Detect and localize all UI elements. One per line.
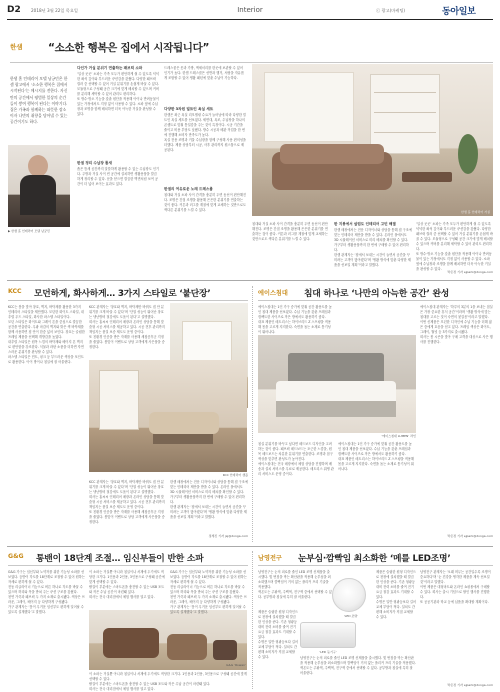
kcc-byline: 정세진 기자 jsj@donga.com [208,534,248,538]
column-divider-bottom [252,551,253,689]
led-product-panel-caption: ‘LED 등기구’ [319,650,337,654]
lead-kicker: 한샘 [10,43,23,51]
nam-rule [258,565,493,566]
kcc-body-col3: 한샘 매장에서는 전문 디자이너와 상담을 통해 집 구조에 맞는 인테리어 제안을 받을 수 있다. 온라인 몰에서도 3D 시뮬레이션 서비스로 미리 배치를 확인할 수 있다. 가구부터 생활용품까지 한 번에 구매할 수 있어 편리하다. 한샘 관계자는 ‘집에서 보내는 시간이 늘면서 공간을 꾸미려는 고객이 많아졌다’며 ‘생활 방식에 맞춘 다양한 제품을 선보일 계획’이라고 말했다. [170,480,248,519]
nam-tag: 남영전구 [258,555,282,562]
lead-body-2b: 드레스룸은 옷과 가방, 액세서리를 한곳에 보관할 수 있어 인기가 높다. 한샘 드레스룸은 선반과 행거, 서랍을 자유롭게 조합할 수 있어 생활 패턴에 맞춘 수납이 가능하다. [164,66,244,80]
kcc-photo-caption: KCC 인테리어 샘플 [222,473,248,477]
lead-byline: 박은정 기자 ejpark@donga.com [447,270,493,274]
led-product-panel [300,622,356,648]
lead-body-6b: ‘일상 곳곳’ 소파는 가족 모두가 편안하게 쉴 수 있도록 넉넉한 좌석 깊이와 부드러운 쿠션감을 갖췄다. 다양한 패브릭 컬러 중 선택할 수 있어 거실 분위기를 손쉽게 바꿀 수 있다. 모듈형으로 구성돼 공간 크기에 맞게 배치할 수 있으며 커버를 분리해 세탁할 수 있어 관리도 편리하다. 또 방수·방오 기능을 갖춘 원단을 적용해 아이나 반려동물이 있는 가정에서도 걱정 없이 사용할 수 있다. 소파 옆에 수납장과 조명을 함께 배치하면 더욱 아늑한 거실을 완성할 수 있다. [416,222,493,271]
lead-deck: 한샘 홈 인테리어 모델 남궁민은 한샘 광고에서 ‘소소한 행복은 집에서 시작된다’는 메시지를 전한다. 자신만의 공간에서 평범한 일상의 순간들이 쌓여 행복이 된다는 이야기다. 집은 가족과 함께하는 따뜻한 장소이자 나만의 취향을 담아낼 수 있는 공간이기도 하다. [10,76,68,125]
ace-body-col3: 에이스침대 관계자는 ‘하루의 3분의 1을 보내는 침실은 가장 중요한 휴식 공간’이라며 ‘생활 방식에 맞는 침대를 고르는 것이 숙면의 첫걸음’이라고 말했다. 이번 신제품은 모던한 디자인에 수납 기능을 더해 젊은 층에게 호응을 얻고 있다. 프레임 색상은 화이트, 그레이, 월넛 등 3가지로 출시됐다. 회사는 봄 시즌을 맞아 구매 고객을 대상으로 사은 행사를 진행한다. [420,305,493,344]
ace-body-col2: 침실 분위기를 바꾸고 싶다면 헤드보드 디자인을 고려하는 것이 좋다. 패브릭 헤드보드는 포근한 느낌을, 원목 헤드보드는 차분한 분위기를 연출한다. 조명과 침구 색상을 맞추면 완성도가 높아진다. 에이스침대는 전국 매장에서 체험 상담을 진행하며 배송과 설치 서비스를 무료로 제공한다. 매트리스 위생 관리 서비스도 운영 중이다. [258,442,334,476]
lead-body-1: ‘일상 곳곳’ 소파는 가족 모두가 편안하게 쉴 수 있도록 넉넉한 좌석 깊이와 부드러운 쿠션감을 갖췄다. 다양한 패브릭 컬러 중 선택할 수 있어 거실 분위기를 손쉽게 바꿀 수 있다. 모듈형으로 구성돼 공간 크기에 맞게 배치할 수 있으며 커버를 분리해 세탁할 수 있어 관리도 편리하다. 또 방수·방오 기능을 갖춘 원단을 적용해 아이나 반려동물이 있는 가정에서도 걱정 없이 사용할 수 있다. 소파 옆에 수납장과 조명을 함께 배치하면 더욱 아늑한 거실을 완성할 수 있다. [77,72,160,116]
column-divider-mid [252,286,253,542]
gg-tag: G&G [8,553,24,560]
ace-byline: 박은정 기자 ejpark@donga.com [447,534,493,538]
kcc-body-col1b: KCC 관계자는 ‘창호와 벽지, 바닥재만 바꿔도 집 안 분위기를 크게 바꿀 수 있다’며 ‘단열 성능이 뛰어난 창호는 냉난방비 절감에도 도움이 된다’고 설명했다. 회사는 홈씨씨 인테리어 매장과 온라인 상담을 통해 맞춤형 시공 서비스를 제공하고 있다. 시공 전후 관리까지 책임지는 품질 보증 제도도 운영 중이다. 또 친환경 인증을 받은 자재를 사용해 새집증후군 걱정을 줄였다. 봄맞이 이벤트로 상담 고객에게 사은품을 증정한다. [89,305,165,349]
header-rule [7,19,493,20]
lead-subhead-3: 다양한 3차원 빌트인 욕실 세트 [164,107,214,111]
kcc-rule [8,300,248,301]
ace-tag: 에이스침대 [258,290,288,297]
gg-title: 통밴이 18단계 조절… 임신부들이 반한 소파 [36,554,204,564]
ace-body-col1: 에이스침대는 1인 가구 증가에 맞춰 공간 활용도를 높인 침대 제품을 선보였다. 수납 기능을 갖춘 프레임과 컴팩트한 사이즈로 작은 방에서도 활용하기 좋다. 대표 제품인 매트리스는 하이브리드 Z 스프링을 적용해 몸을 고르게 지지한다. 숙면을 돕는 소재로 통기성이 뛰어나다. [258,305,332,334]
nam-title: 눈부심·깜빡임 최소화한 ‘메를 LED조명’ [298,554,451,564]
lead-photo-model [8,145,70,227]
gg-body-col3: G&G 가구는 임신부와 노약자를 위한 기능성 소파를 선보였다. 등받이 각도를 18단계로 조절할 수 있어 원하는 자세로 편하게 쉴 수 있다. 전동 리클라이너 기능으로 버튼 하나로 각도를 바꿀 수 있으며 허리와 목을 받쳐 주는 쿠션 구조를 갖췄다. 천연 가죽과 패브릭 두 가지 소재로 출시됐다. 색상은 브라운, 그레이, 베이지 등 다양하게 구성됐다. 가구 관계자는 ‘몸이 무거운 임신부도 편하게 일어날 수 있도록 설계했다’고 말했다. [170,570,247,614]
lead-body-4: 침대와 거실 소파 사이 간격을 충분히 두면 동선이 편안해진다. 조명은 간접 조명을 활용해 은은한 분위기를 연출하는 것이 좋다. 커튼과 러그를 계절에 맞게 교체하는 것만으로도 색다른 분위기를 느낄 수 있다. [164,193,247,212]
nam-body-col3: 남영전구 관계자는 ‘오래 머무는 공간일수록 조명이 중요하다’며 ‘눈 건강을 생각한 제품을 계속 선보일 것’이라고 말했다. 이번 제품은 대형마트와 온라인 쇼핑몰에서 구매할 수 있다. 회사는 출시 기념으로 할인 행사를 진행한다. 또 공공기관과 학교 등에 납품을 확대할 계획이다. [420,570,491,604]
ace-rule [258,300,493,301]
kcc-photo-b [89,360,247,472]
nam-body-col1b: 제품은 슬림한 원형 디자인으로 천장에 설치했을 때 깔끔한 인상을 준다. 기존 형광등 대비 전력 소비를 줄여 전기 요금 절감 효과도 기대할 수 있다. 수명은 일반 형광등보다 길어 교체 부담이 적다. 설치도 간편해 소비자가 직접 교체할 수 있다. [258,610,298,659]
kcc-body-col1: KCC는 봄을 맞아 창호, 벽지, 바닥재를 활용한 3가지 인테리어 스타일을 제안했다. 모던한 화이트 스타일, 내추럴 우드 스타일, 화사한 파스텔 스타일이다. 모던 스타일은 화이트와 그레이 톤을 중심으로 깔끔한 공간을 연출한다. 무광 마감의 벽지와 밝은 색 바닥재를 함께 사용하면 집 안이 한층 넓어 보인다. 창호는 슬림한 프레임 제품을 선택해 개방감을 높였다. 내추럴 스타일은 원목 느낌의 바닥재와 베이지 톤 벽지로 편안함을 강조한다. 식물과 라탄 소품을 더하면 자연스러운 분위기를 완성할 수 있다. 파스텔 스타일은 민트, 핑크 등 부드러운 색상을 포인트로 활용한다. 아이 방이나 침실에 잘 어울린다. [8,305,85,364]
gg-body-col1: G&G 가구는 임신부와 노약자를 위한 기능성 소파를 선보였다. 등받이 각도를 18단계로 조절할 수 있어 원하는 자세로 편하게 쉴 수 있다. 전동 리클라이너 기능으로 버튼 하나로 각도를 바꿀 수 있으며 허리와 목을 받쳐 주는 쿠션 구조를 갖췄다. 천연 가죽과 패브릭 두 가지 소재로 출시됐다. 색상은 브라운, 그레이, 베이지 등 다양하게 구성됐다. 가구 관계자는 ‘몸이 무거운 임신부도 편하게 일어날 수 있도록 설계했다’고 말했다. [8,570,85,614]
lead-photo-livingroom-caption: 한샘 홈 인테리어 거실 [461,210,490,214]
section-divider-1 [7,280,493,281]
lead-subhead-2: 한샘 정리 수납장 틈새 [77,161,112,165]
lead-body-3: 한샘은 최근 욕실 리모델링 수요가 늘어남에 따라 다양한 빌트인 욕실 세트를 선보였다. 세면대, 욕조, 수납장을 하나의 콘셉트로 맞춰 통일감을 주는 것이 특징이다. 시공 기간을 줄이고 비용 부담도 낮췄다. 방수 시공과 배관 작업을 한 번에 진행해 소비자 만족도가 높다. 욕실 전용 조명과 거울 수납장을 함께 구성해 사용 편의성을 더했다. 제품 상담부터 시공, 사후 관리까지 원스톱으로 제공된다. [164,113,247,152]
gg-body-col2: 이 소파는 거실뿐 아니라 침실이나 서재에 두기에도 적당한 크기다. 1인용과 2인용, 3인용으로 구성돼 공간에 맞게 선택할 수 있다. 팔걸이 부분에는 스마트폰을 충전할 수 있는 USB 포트와 작은 수납 공간이 마련돼 있다. 회사는 전국 대리점에서 체험 행사를 열고 있다. [89,672,247,691]
lead-photo-caption: ▶ 한샘 홈 인테리어 모델 남궁민 [8,229,50,233]
ace-title: 침대 하나로 ‘나만의 아늑한 공간’ 완성 [304,289,450,299]
nam-body-col2b: 남영전구는 눈의 피로를 줄인 LED 조명 신제품을 출시했다. 빛 번짐을 막는 확산판을 적용해 눈부심을 최소화했으며 깜빡임이 거의 없는 플리커 프리 기술을 적용했다. 색온도는 주광색, 주백색, 전구색 중에서 선택할 수 있다. 공부방과 침실에 특히 잘 어울린다. [300,656,416,675]
ace-photo-bed [258,335,416,433]
gg-rule [8,565,248,566]
issue-date: 2018년 3월 22일 목요일 [31,8,78,13]
led-product-round-caption: ‘LED 조명’ [343,614,359,618]
lead-subhead-4: 한샘의 여유로운 노래 드레스룸 [164,187,213,191]
nam-body-col2: 제품은 슬림한 원형 디자인으로 천장에 설치했을 때 깔끔한 인상을 준다. 기존 형광등 대비 전력 소비를 줄여 전기 요금 절감 효과도 기대할 수 있다. 수명은 일반 형광등보다 길어 교체 부담이 적다. 설치도 간편해 소비자가 직접 교체할 수 있다. [376,570,416,619]
lead-body-5: 침대와 거실 소파 사이 간격을 충분히 두면 동선이 편안해진다. 조명은 간접 조명을 활용해 은은한 분위기를 연출하는 것이 좋다. 커튼과 러그를 계절에 맞게 교체하는 것만으로도 색다른 분위기를 느낄 수 있다. [252,222,328,241]
ace-body-col2b: 에이스침대는 1인 가구 증가에 맞춰 공간 활용도를 높인 침대 제품을 선보였다. 수납 기능을 갖춘 프레임과 컴팩트한 사이즈로 작은 방에서도 활용하기 좋다. 대표 제품인 매트리스는 하이브리드 Z 스프링을 적용해 몸을 고르게 지지한다. 숙면을 돕는 소재로 통기성이 뛰어나다. [338,442,415,471]
led-product-round [332,578,366,612]
lead-photo-livingroom [252,64,493,216]
section-divider-2 [7,546,493,547]
page-number: D2 [7,5,21,15]
kcc-title: 모던하게, 화사하게… 3가지 스타일로 ‘붙단장’ [34,289,211,299]
gg-photo-caption: G&G ‘Rowan’ [226,663,246,667]
lead-body-2: 좁은 틈새 공간까지 알뜰하게 활용할 수 있는 수납장도 인기다. 주방과 거실 사이 빈 공간에 설치하면 생활용품을 깔끔하게 정리할 수 있다. 문을 닫으면 깔끔한 벽면처럼 보여 공간이 더 넓어 보이는 효과도 있다. [77,167,160,186]
kcc-body-col2: KCC 관계자는 ‘창호와 벽지, 바닥재만 바꿔도 집 안 분위기를 크게 바꿀 수 있다’며 ‘단열 성능이 뛰어난 창호는 냉난방비 절감에도 도움이 된다’고 설명했다. 회사는 홈씨씨 인테리어 매장과 온라인 상담을 통해 맞춤형 시공 서비스를 제공하고 있다. 시공 전후 관리까지 책임지는 품질 보증 제도도 운영 중이다. 또 친환경 인증을 받은 자재를 사용해 새집증후군 걱정을 줄였다. 봄맞이 이벤트로 상담 고객에게 사은품을 증정한다. [89,480,165,524]
kcc-tag: KCC [8,288,22,295]
lead-body-6: 한샘 매장에서는 전문 디자이너와 상담을 통해 집 구조에 맞는 인테리어 제안을 받을 수 있다. 온라인 몰에서도 3D 시뮬레이션 서비스로 미리 배치를 확인할 수 있다. 가구부터 생활용품까지 한 번에 구매할 수 있어 편리하다. 한샘 관계자는 ‘집에서 보내는 시간이 늘면서 공간을 꾸미려는 고객이 많아졌다’며 ‘생활 방식에 맞춘 다양한 제품을 선보일 계획’이라고 말했다. [334,228,412,267]
ace-photo-caption: ‘에이스침대 LUMEN’ 라인 [381,434,416,438]
lead-headline: “소소한 행복은 집에서 시작됩니다” [48,42,210,54]
lead-subhead-5: 한 지붕에서 살림도 인테리어 고민 해결 [334,222,396,226]
lead-rule [10,62,493,63]
nam-byline: 박은정 기자 ejpark@donga.com [447,683,493,687]
ad-label: ⓒ 광고(마케팅) [376,8,406,13]
section-title: Interior [237,6,263,14]
gg-photo-sofa [89,610,247,670]
nam-body-col1: 남영전구는 눈의 피로를 줄인 LED 조명 신제품을 출시했다. 빛 번짐을 막는 확산판을 적용해 눈부심을 최소화했으며 깜빡임이 거의 없는 플리커 프리 기술을 적용했다. 색온도는 주광색, 주백색, 전구색 중에서 선택할 수 있다. 공부방과 침실에 특히 잘 어울린다. [258,570,332,599]
newspaper-logo: 동아일보 [442,7,476,17]
gg-body-col1b: 이 소파는 거실뿐 아니라 침실이나 서재에 두기에도 적당한 크기다. 1인용과 2인용, 3인용으로 구성돼 공간에 맞게 선택할 수 있다. 팔걸이 부분에는 스마트폰을 충전할 수 있는 USB 포트와 작은 수납 공간이 마련돼 있다. 회사는 전국 대리점에서 체험 행사를 열고 있다. [89,570,165,599]
lead-subhead-1: 다인가 거실 분위기 연출하는 패브릭 소파 [77,66,143,70]
